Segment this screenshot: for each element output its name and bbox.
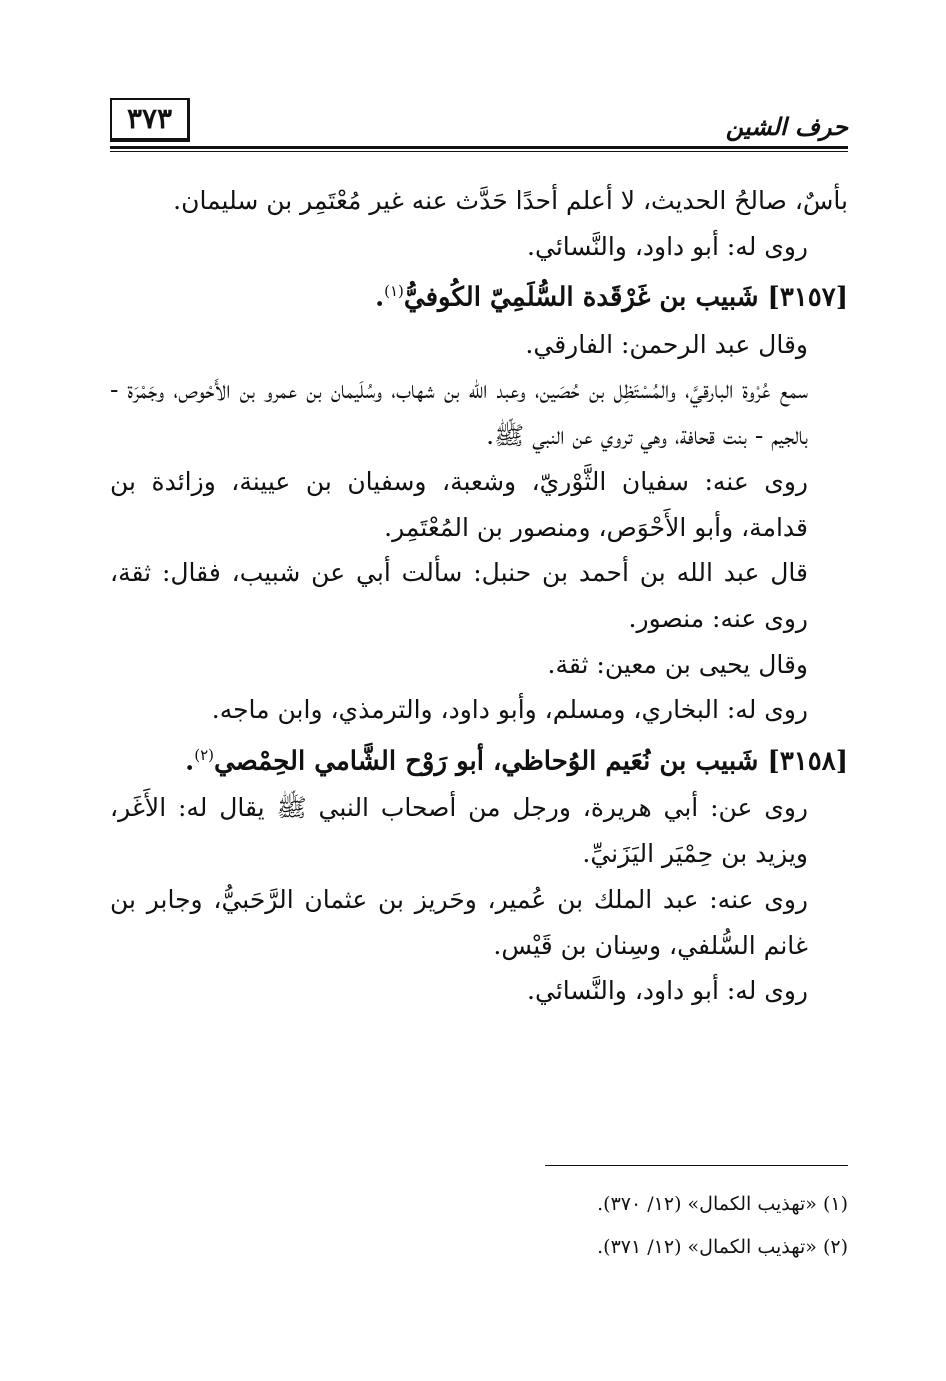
entry-title-3158: [٣١٥٨] شَبيب بن نُعَيم الوُحاظي، أبو رَوْح الشَّامي الحِمْصي [213,746,848,777]
footnotes [110,1183,848,1269]
entry-title-3157: [٣١٥٧] شَبيب بن غَرْقَدة السُّلَمِيّ الكُوفيُّ [403,283,848,314]
paragraph-narrators-3158: روى له: أبو داود، والنَّسائي. [527,976,808,1006]
paragraph-students-3158: روى عنه: عبد الملك بن عُمير، وحَريز بن عثمان الرَّحَبيُّ، وجابر بن غانم السُّلفي، وسِنان بن قَيْس. [110,884,808,960]
footnote-ref-1: (١) [384,282,404,301]
header-rule-thick [110,146,848,149]
page-number: ٣٧٣ [126,102,173,135]
entry-heading-3157 [110,269,848,321]
entry-dot-3158: . [185,746,195,777]
paragraph-narrators-3157: روى له: البخاري، ومسلم، وأبو داود، والترمذي، وابن ماجه. [211,695,808,725]
footnote-2: (٢) «تهذيب الكمال» (١٢/ ٣٧١). [597,1236,848,1258]
paragraph-teachers-3158: روى عن: أبي هريرة، ورجل من أصحاب النبي ﷺ يقال له: الأَغَر، ويزيد بن حِمْيَر اليَزَنيِّ. [110,793,808,869]
paragraph-students-3157: روى عنه: سفيان الثَّوْريّ، وشعبة، وسفيان بن عيينة، وزائدة بن قدامة، وأبو الأَحْوَص، ومنصور بن المُعْتَمِر. [110,466,808,542]
paragraph-narrators: روى له: أبو داود، والنَّسائي. [527,231,808,261]
entry-dot-3157: . [375,283,385,314]
main-text [110,178,848,1014]
paragraph-teachers-3157: سمع عُرْوة البارقيَّ، والمُسْتَظِل بن حُصَين، وعبد الله بن شهاب، وسُلَيمان بن عمرو بن الأَحْوص، وجَمْرَة - بالجيم - بنت قحافة، وهي تروي عن النبي ﷺ. [110,375,808,451]
footnote-separator [545,1165,848,1166]
entry-heading-3158 [110,733,848,785]
header-rule-thin [110,151,848,152]
running-title: حرف الشين [725,112,848,141]
page-header [110,98,848,158]
page-number-box [110,98,190,142]
footnote-1: (١) «تهذيب الكمال» (١٢/ ٣٧٠). [597,1193,848,1215]
footnote-ref-2: (٢) [194,746,214,765]
paragraph-continuation: بأسٌ، صالحُ الحديث، لا أعلم أحدًا حَدَّث عنه غير مُعْتَمِر بن سليمان. [173,186,848,215]
paragraph-grading-ahmad: قال عبد الله بن أحمد بن حنبل: سألت أبي عن شبيب، فقال: ثقة، روى عنه: منصور. [110,558,808,633]
paragraph-alt-name: وقال عبد الرحمن: الفارقي. [525,329,808,359]
paragraph-grading-yahya: وقال يحيى بن معين: ثقة. [547,649,808,679]
